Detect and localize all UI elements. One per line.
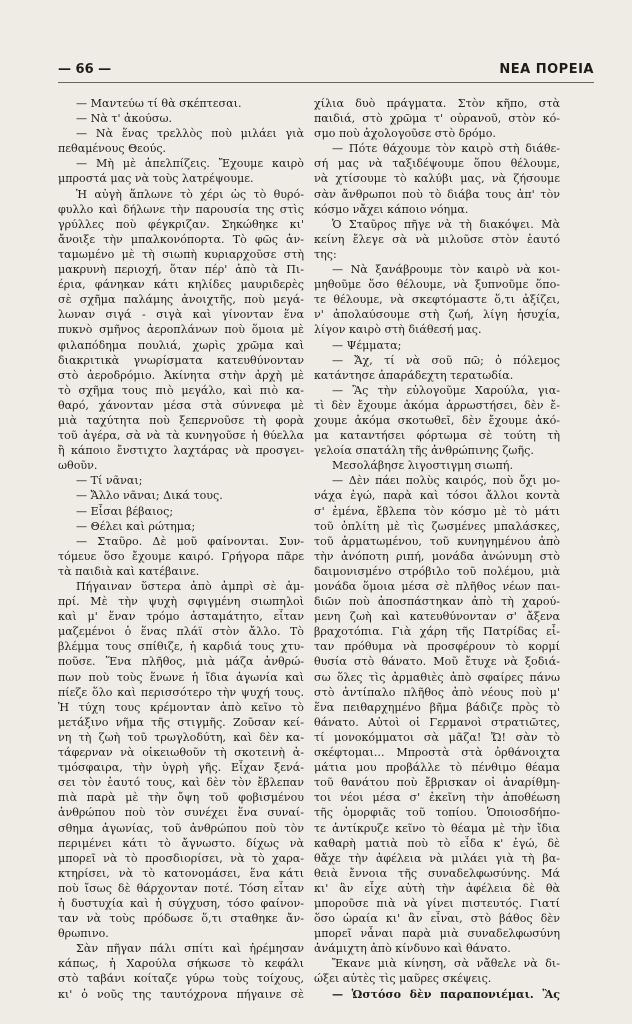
text-line: περιμένει κάτι τὸ ἄγνωστο. δίχως νὰ bbox=[58, 836, 304, 850]
text-line: ἄνοιξε τὴν μπαλκονόπορτα. Τὸ φῶς ἀν- bbox=[58, 232, 304, 246]
text-line: — Ἄχ, τί νὰ σοῦ πῶ; ὁ πόλεμος bbox=[332, 353, 560, 367]
text-line: θρωπινο. bbox=[58, 927, 109, 941]
text-line: στὸ ἀεροδρόμιο. Ἀκίνητα στὴν ἀρχὴ μὲ bbox=[58, 368, 304, 382]
text-line: ταν πρόθυμα νὰ προσφέρουν τὸ κορμί bbox=[314, 640, 560, 654]
text-line: χίλια δυὸ πράγματα. Στὸν κῆπο, στὰ bbox=[314, 97, 560, 110]
text-line: — Νὰ ἕνας τρελλὸς ποὺ μιλάει γιὰ bbox=[76, 127, 304, 141]
text-line: καὶ μ' ἕναν τρόμο ἀσταμάτητο, εἶταν bbox=[58, 610, 304, 624]
text-line: τὶ δὲν ἔχουμε ἀκόμα ἀρρωστήσει, δὲν ἔ- bbox=[314, 398, 560, 412]
text-line: κατάντησε ἀπαράδεχτη τερατωδία. bbox=[314, 368, 514, 382]
text-line: πίεζε ὅλο καὶ περισσότερο τὴν ψυχή τους. bbox=[58, 685, 304, 699]
text-line: — Ὡστόσο δὲν παραπονιέμαι. Ἂς bbox=[332, 987, 560, 1001]
text-line: μαζεμένοι ὁ ἕνας πλάϊ στὸν ἄλλο. Τὸ bbox=[58, 625, 304, 639]
text-line: ταν νὰ τοὺς πρόδωσε ὅ,τι σταθηκε ἄν- bbox=[58, 912, 304, 926]
text-line: λίγον καιρὸ στὴ διάθεσή μας. bbox=[314, 323, 482, 337]
text-line: πυκνὸ σμῆνος ἀεροπλάνων ποὺ ὅμοια μὲ bbox=[58, 323, 304, 337]
text-line: ταμωμένο μὲ τὴ σιωπὴ κυριαρχοῦσε στὴ bbox=[58, 247, 304, 261]
text-line: Πήγαιναν ὕστερα ἀπὸ ἀμπρὶ σὲ ἀμ- bbox=[76, 580, 304, 593]
text-line: διακριτικὰ γνωρίσματα κατευθύνονταν bbox=[58, 353, 304, 367]
text-line: τοῦ θανάτου ποὺ ἔβρισκαν οἱ ἀναρίθμη- bbox=[314, 776, 560, 790]
text-line: τῆς ὁμορφιᾶς τοῦ τοπίου. Ὁποιοσδήπο- bbox=[314, 806, 560, 820]
text-line: μπορεῖ νἆναι παρὰ μιὰ συναδελφωσύνη bbox=[314, 927, 560, 941]
text-line: — Πότε θάχουμε τὸν καιρὸ στὴ διάθε- bbox=[332, 142, 560, 156]
text-line: τε ἀντίκρυζε κεῖνο τὸ θέαμα μὲ τὴν ἴδια bbox=[314, 821, 560, 835]
text-line: ἕνα πειθαρχημένο βῆμα βάδιζε πρὸς τὸ bbox=[314, 700, 560, 714]
text-line: νάχα ἐγώ, παρὰ καὶ τόσοι ἄλλοι κοντὰ bbox=[314, 489, 560, 503]
text-line: θάνατο. Αὐτοὶ οἱ Γερμανοὶ στρατιῶτες, bbox=[314, 715, 560, 729]
text-line: πιὰ παρὰ μὲ τὴν ὄψη τοῦ φοβισμένου bbox=[58, 791, 304, 805]
text-line: ἢ κάποιο ἔνστιχτο λαχτάρας νὰ προσγει- bbox=[58, 444, 304, 458]
text-line: Μεσολάβησε λιγοστιγμη σιωπή. bbox=[332, 459, 513, 473]
text-line: μενη ζωὴ καὶ κατευθύνονταν σ' ἄξενα bbox=[314, 610, 560, 624]
page-number: — 66 — bbox=[58, 62, 112, 77]
text-line: της: bbox=[314, 247, 337, 261]
right-text-column bbox=[314, 96, 560, 1016]
text-line: — Θέλει καὶ ρώτημα; bbox=[76, 519, 196, 533]
text-line: ώξει αὐτὲς τὶς μαῦρες σκέψεις. bbox=[314, 972, 492, 986]
text-line: μονάδα ὅμοια μέσα σὲ πλῆθος νέων παι- bbox=[314, 580, 560, 593]
text-line: ὅσο ὡραία κι' ἂν εἶναι, στὸ βάθος δὲν bbox=[314, 912, 560, 926]
text-line: μετάξινο νῆμα τῆς στιγμῆς. Ζοῦσαν κεί- bbox=[58, 715, 304, 729]
text-line: πεθαμένους Θεούς. bbox=[58, 142, 167, 156]
text-line: ποῦσε. Ἕνα πλῆθος, μιὰ μάζα ἀνθρώ- bbox=[58, 655, 304, 669]
text-line: στὸ ἀντίπαλο πλῆθος ἀπὸ νέους ποὺ μ' bbox=[314, 685, 560, 699]
text-line: τμόσφαιρα, τὴν ὑγρὴ γῆς. Εἶχαν ξενά- bbox=[58, 761, 304, 775]
text-line: Σὰν πῆγαν πάλι σπίτι καὶ ἠρέμησαν bbox=[76, 942, 304, 956]
text-line: — Σταῦρο. Δὲ μοῦ φαίνονται. Συν- bbox=[76, 534, 304, 548]
text-line: καθαρὴ ματιὰ ποὺ τὸ εἶδα κ' ἐγώ, δὲ bbox=[314, 836, 560, 850]
text-line: θειὰ ἔννοια τῆς συναδελφωσύνης. Μά bbox=[314, 866, 560, 880]
text-line: θἄχε τὴν ἀφέλεια νὰ μιλάει γιὰ τὴ βα- bbox=[314, 851, 560, 865]
text-line: τὸ σχῆμα τους πιὸ μεγάλο, καὶ πιὸ κα- bbox=[58, 383, 304, 397]
text-line: έρια, φάνηκαν κάτι κηλίδες μαυριδερὲς bbox=[58, 278, 304, 292]
text-line: σή μας νὰ ταξιδέψουμε ὅπου θέλουμε, bbox=[314, 157, 560, 171]
text-line: μάτια μου προβάλλε τὸ πένθιμο θέαμα bbox=[314, 761, 560, 775]
text-line: κόσμο νἄχει κάποιο νόημα. bbox=[314, 202, 469, 216]
text-line: παιδιά, στὸ χρῶμα τ' οὐρανοῦ, στὸν κό- bbox=[314, 112, 560, 126]
text-line: νὰ χτίσουμε τὸ καλύβι μας, νὰ ζήσουμε bbox=[314, 172, 560, 186]
text-line: σει τὸν ἑαυτό τους, καὶ δὲν τὸν ἔβλεπαν bbox=[58, 776, 304, 790]
text-line: γελοία σπατάλη τῆς ἀνθρώπινης ζωῆς. bbox=[314, 444, 534, 458]
text-line: σὰν ἄνθρωποι ποὺ τὸ διάβα τους ἀπ' τὸν bbox=[314, 187, 560, 201]
text-line: μα καταντήσει φόρτωμα σὲ τούτη τὴ bbox=[314, 429, 560, 443]
text-line: τάφερναν νὰ οἰκειωθοῦν τὴ σκοτεινὴ ἀ- bbox=[58, 746, 304, 760]
text-line: βλέμμα τους σπίθιζε, ἡ καρδιά τους χτυ- bbox=[58, 640, 304, 654]
text-line: λωναν σιγά - σιγὰ καὶ γίνονταν ἕνα bbox=[58, 308, 304, 322]
text-line: — Νὰ τ' ἀκούσω. bbox=[76, 112, 173, 126]
text-line: χουμε ἀκόμα σκοτωθεῖ, δὲν ἔχουμε ἀκό- bbox=[314, 413, 560, 427]
text-line: ν' ἀπολαύσουμε στὴ ζωή, λίγη ἡσυχία, bbox=[314, 308, 560, 322]
text-line: μπροστά μας νὰ τοὺς λατρέψουμε. bbox=[58, 172, 254, 186]
text-line: σω ὅλες τὶς ἀρμαθιὲς ἀπὸ σφαίρες πάνω bbox=[314, 670, 560, 684]
text-line: κι' ὁ νοῦς της ταυτόχρονα πήγαινε σὲ bbox=[58, 987, 304, 1001]
text-line: ἀνάμιχτη ἀπὸ κίνδυνο καὶ θάνατο. bbox=[314, 942, 511, 956]
journal-title: ΝΕΑ ΠΟΡΕΙΑ bbox=[499, 62, 594, 77]
text-line: ποὺ ἴσως δὲ θάρχονταν ποτέ. Τόση εἶταν bbox=[58, 881, 304, 895]
text-line: κτηρίσει, νὰ τὸ κατονομάσει, ἕνα κάτι bbox=[58, 866, 304, 880]
text-line: Ἡ αὐγὴ ἅπλωνε τὸ χέρι ὡς τὸ θυρό- bbox=[76, 187, 304, 201]
text-line: ἀνθρώπου ποὺ τὸν συνέχει ἕνα συναί- bbox=[58, 806, 304, 820]
text-line: τὰ παιδιὰ καὶ κατέβαινε. bbox=[58, 564, 200, 578]
text-line: Ἡ τύχη τους κρέμονταν ἀπὸ κεῖνο τὸ bbox=[58, 700, 304, 714]
text-line: μιὰ ταχύτητα ποὺ ξεπερνοῦσε τὴ φορὰ bbox=[58, 413, 304, 427]
text-line: τόμευε ὅσο ἔχουμε καιρό. Γρήγορα πᾶρε bbox=[58, 549, 304, 563]
text-line: μπορεῖ νὰ τὸ προσδιορίσει, νὰ τὸ χαρα- bbox=[58, 851, 304, 865]
text-line: — Εἶσαι βέβαιος; bbox=[76, 504, 174, 518]
text-line: σμο ποὺ ἀχολογοῦσε στὸ δρόμο. bbox=[314, 127, 496, 141]
text-line: — Μαντεύω τί θὰ σκέπτεσαι. bbox=[76, 97, 242, 110]
text-line: μηθοῦμε ὅσο θέλουμε, νὰ ξυπνοῦμε ὅπο- bbox=[314, 278, 560, 292]
text-line: φυλλο καὶ δήλωνε τὴν παρουσία της στὶς bbox=[58, 202, 304, 216]
text-line: θαρό, χάνονταν μέσα στὰ σύννεφα μὲ bbox=[58, 398, 304, 412]
text-line: φιλαπόδημα πουλιά, χωρὶς χρῶμα καὶ bbox=[58, 338, 304, 352]
text-line: θυσία στὸ θάνατο. Μοῦ ἔτυχε νὰ ξοδιά- bbox=[314, 655, 560, 669]
text-line: τοῦ ἁρματωμένου, τοῦ κυνηγημένου ἀπὸ bbox=[314, 534, 560, 548]
text-line: δαιμονισμένο στρόβιλο τοῦ πολέμου, μιὰ bbox=[314, 564, 560, 578]
text-line: τί μονοκόμματοι σὰ μᾶζα! Ὤ! σὰν τὸ bbox=[314, 730, 560, 744]
text-line: στὸ ταβάνι κοίταζε γύρω τοὺς τοίχους, bbox=[58, 972, 304, 986]
text-line: γρύλλες ποὺ φέγκριζαν. Σηκώθηκε κι' bbox=[58, 217, 304, 231]
text-line: σ' ἐμένα, ἔβλεπα τὸν κόσμο μὲ τὸ μάτι bbox=[314, 504, 560, 518]
text-line: διῶν ποὺ ἀποσπάστηκαν ἀπὸ τὴ χαρού- bbox=[314, 595, 560, 609]
text-line: τοι νέοι μέσα σ' ἐκεῖνη τὴν ἀποθέωση bbox=[314, 791, 560, 805]
text-line: Ὁ Σταῦρος πῆγε νὰ τὴ διακόψει. Μὰ bbox=[332, 217, 560, 231]
text-line: τοῦ ἀγέρα, σὰ νὰ τὰ κυνηγοῦσε ἡ θύελλα bbox=[58, 429, 304, 443]
text-line: μποροῦσε πιὰ νὰ γίνει πιστευτός. Γιατί bbox=[314, 896, 560, 910]
text-line: — Δὲν πάει πολὺς καιρός, ποὺ ὄχι μο- bbox=[332, 474, 560, 488]
text-line: σκέφτομαι... Μπροστὰ στὰ ὀρθάνοιχτα bbox=[314, 746, 560, 760]
text-line: κάπως, ἡ Χαρούλα σήκωσε τὸ κεφάλι bbox=[58, 957, 304, 971]
text-line: κείνη ἔλεγε σὰ νὰ μιλοῦσε στὸν ἑαυτό bbox=[314, 232, 560, 246]
left-text-column bbox=[58, 96, 304, 1016]
text-line: — Νὰ ξανάβρουμε τὸν καιρὸ νὰ κοι- bbox=[332, 263, 560, 277]
text-line: πρί. Μὲ τὴν ψυχὴ σφιγμένη σιωπηλοὶ bbox=[58, 595, 304, 609]
text-line: — Ψέμματα; bbox=[332, 338, 402, 352]
text-line: — Μὴ μὲ ἀπελπίζεις. Ἔχουμε καιρὸ bbox=[76, 157, 304, 171]
text-line: τε θέλουμε, νὰ σκεφτόμαστε ὅ,τι ἀξίζει, bbox=[314, 293, 560, 307]
running-header bbox=[58, 62, 594, 83]
text-line: τοῦ ὁπλίτη μὲ τὶς ζωσμένες μπαλάσκες, bbox=[314, 519, 560, 533]
text-line: πων ποὺ τοὺς ἕνωνε ἡ ἴδια ἀγωνία καὶ bbox=[58, 670, 304, 684]
text-line: νη τὴ ζωὴ τοῦ τρωγλοδύτη, καὶ δὲν κα- bbox=[58, 730, 304, 744]
text-line: βραχοτόπια. Γιὰ χάρη τῆς Πατρίδας εἶ- bbox=[314, 625, 560, 639]
text-line: — Τί νᾶναι; bbox=[76, 474, 143, 488]
text-line: ἡ δυστυχία καὶ ἡ σύγχυση, τόσο φαίνον- bbox=[58, 896, 304, 910]
text-line: σὲ σχῆμα παλάμης ἀνοιχτῆς, ποὺ μεγά- bbox=[58, 293, 304, 307]
text-line: σθημα ἀγωνίας, τοῦ ἀνθρώπου ποὺ τὸν bbox=[58, 821, 304, 835]
text-line: — Ἂς τὴν εὐλογοῦμε Χαρούλα, για- bbox=[332, 383, 560, 397]
text-line: — Ἄλλο νᾶναι; Δικά τους. bbox=[76, 489, 223, 503]
text-line: κι' ἂν εἶχε αὐτὴ τὴν ἀφέλεια δὲ θὰ bbox=[314, 881, 560, 895]
text-line: ωθοῦν. bbox=[58, 459, 98, 473]
text-line: Ἔκανε μιὰ κίνηση, σὰ νἄθελε νὰ δι- bbox=[332, 957, 560, 971]
text-line: τὴν ἀνόποτη ριπή, μονάδα ἀνώνυμη στὸ bbox=[314, 549, 560, 563]
text-line: μακρυνὴ περιοχή, ὅταν πέρ' ἀπὸ τὰ Πι- bbox=[58, 263, 304, 277]
